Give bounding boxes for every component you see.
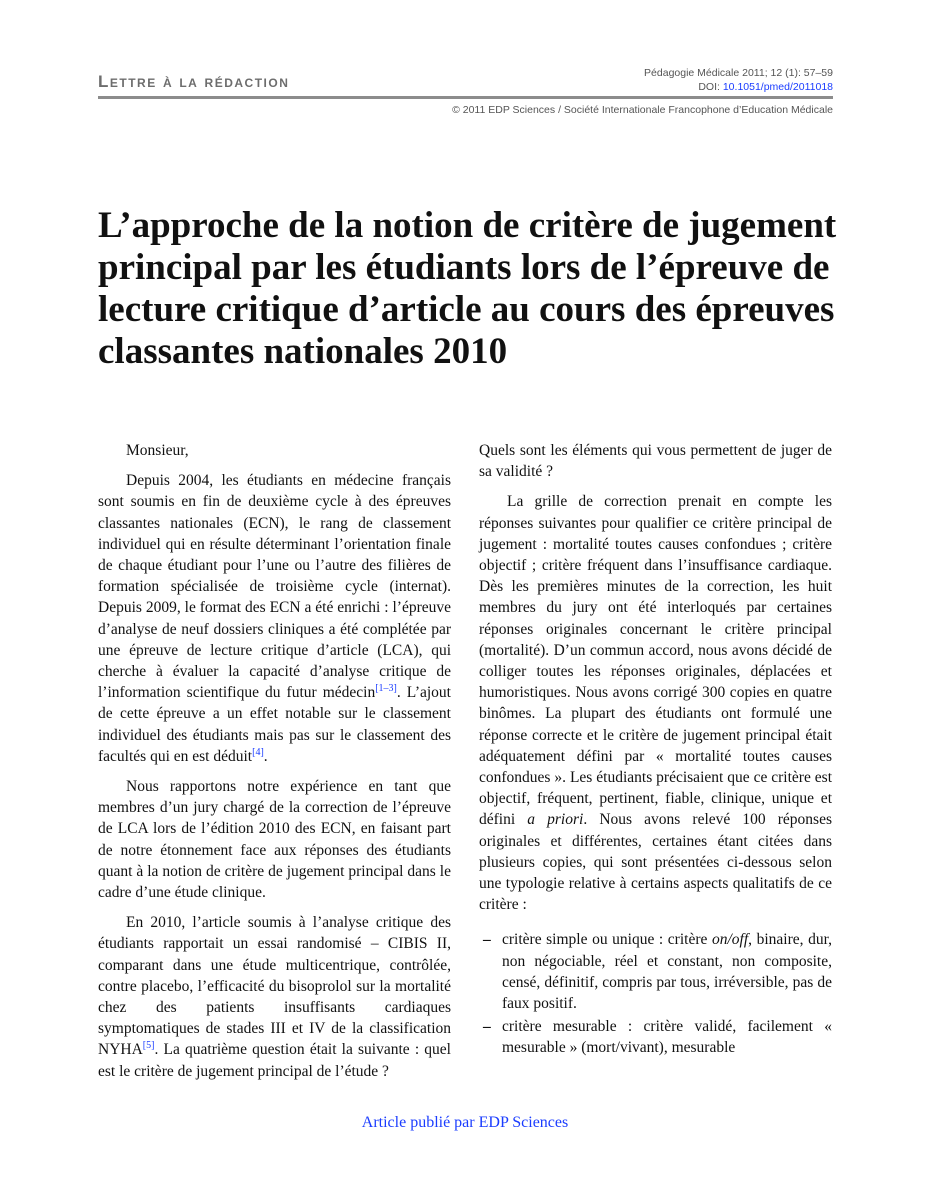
paragraph-1 — [98, 470, 451, 767]
paragraph-1-text-a: Depuis 2004, les étudiants en médecine français sont soumis en fin de deuxième cycle à des épreuves classantes nationales (ECN), le rang de classement individuel qui en résulte déterminant l’orientation finale de chaque étudiant pour l’une ou l’autre des filières de formation spécialisée de troisième cycle (internat). Depuis 2009, le format des ECN a été enrichi : l’épreuve d’analyse de neuf dossiers cliniques a été complétée par une épreuve de lecture critique d’article (LCA), qui cherche à évaluer la capacité d’analyse critique de l’information scientifique du futur médecin — [98, 472, 451, 702]
header-rule — [98, 96, 833, 99]
paragraph-4-text-a: La grille de correction prenait en compte les réponses suivantes pour qualifier ce critère principal de jugement : mortalité toutes causes confondues ; critère objectif ; critère fréquent dans l’insuffisance cardiaque. Dès les premières minutes de la correction, les huit membres du jury ont été interloqués par certaines réponses originales concernant le critère principal (mortalité). D’un commun accord, nous avons décidé de colliger toutes les réponses originales, déplacées et humoristiques. Nous avons corrigé 300 copies en quatre binômes. La plupart des étudiants ont formulé une réponse correcte et le critère de jugement principal était adéquatement défini par « mortalité toutes causes confondues ». Les étudiants précisaient que ce critère est objectif, fréquent, pertinent, fiable, clinique, unique et défini — [479, 493, 832, 829]
paragraph-4 — [479, 491, 832, 915]
bullet-1-text-b: , binaire, dur, non négociable, réel et constant, non composite, censé, définitif, compris par tous, irréversible, pas de faux positif. — [502, 931, 833, 1013]
paragraph-2: Nous rapportons notre expérience en tant que membres d’un jury chargé de la correction de l’épreuve de LCA lors de l’édition 2010 des ECN, en faisant part de notre étonnement face aux réponses des étudiants quant à la notion de critère de jugement principal dans le cadre d’une étude clinique. — [98, 778, 451, 902]
reference-link-1-3[interactable]: [1–3] — [375, 683, 397, 695]
paragraph-1-text-c: . — [263, 747, 268, 765]
reference-label: 4 — [255, 746, 261, 758]
copyright-notice: © 2011 EDP Sciences / Société Internationale Francophone d’Education Médicale — [452, 104, 833, 116]
doi-prefix: DOI: — [698, 81, 720, 93]
journal-citation: Pédagogie Médicale 2011; 12 (1): 57–59 — [644, 67, 833, 79]
section-label: Lettre à la rédaction — [98, 72, 290, 91]
paragraph-1-text-b: . L’ajout de cette épreuve a un effet notable sur le classement individuel des étudiants mais pas sur le classement des facultés qui en est déduit — [98, 684, 451, 765]
paragraph-3 — [98, 912, 451, 1082]
list-item — [479, 1016, 832, 1058]
salutation: Monsieur, — [126, 442, 189, 459]
reference-label: 1–3 — [378, 683, 394, 695]
paragraph-3-continued: Quels sont les éléments qui vous permettent de juger de sa validité ? — [479, 442, 832, 481]
criteria-list — [479, 929, 832, 1058]
journal-info — [644, 66, 833, 94]
paragraph-3-text-b: . La quatrième question était la suivante : quel est le critère de jugement principal de l’étude ? — [98, 1041, 451, 1080]
paragraph-3-text-a: En 2010, l’article soumis à l’analyse critique des étudiants rapportait un essai randomisé – CIBIS II, comparant dans une étude multicentrique, contrôlée, contre placebo, l’efficacité du bisoprolol sur la mortalité chez des patients insuffisants cardiaques symptomatiques de stades III et IV de la classification NYHA — [98, 914, 451, 1059]
reference-link-4[interactable]: [4] — [252, 746, 264, 758]
bullet-2-text: critère mesurable : critère validé, facilement « mesurable » (mort/vivant), mesurable — [502, 1018, 832, 1057]
doi-link[interactable]: 10.1051/pmed/2011018 — [722, 81, 833, 93]
right-column — [479, 440, 832, 1061]
paragraph-4-text-b: . Nous avons relevé 100 réponses originales et différentes, certaines étant citées dans plusieurs copies, qui sont présentées ci-dessous selon une typologie relative à certains aspects qualitatifs de ce critère : — [479, 811, 833, 914]
article-title: L’approche de la notion de critère de jugement principal par les étudiants lors de l’épreuve de lecture critique d’article au cours des épreuves classantes nationales 2010 — [98, 205, 837, 372]
reference-label: 5 — [146, 1040, 152, 1052]
bullet-1-text-a: critère simple ou unique : critère — [502, 931, 708, 949]
list-item — [479, 929, 832, 1014]
reference-link-5[interactable]: [5] — [142, 1040, 155, 1052]
doi-line — [644, 80, 833, 94]
left-column — [98, 440, 451, 1091]
publisher-link[interactable]: Article publié par EDP Sciences — [361, 1114, 569, 1131]
paragraph-4-italic: a priori — [527, 811, 584, 829]
bullet-1-italic: on/off — [711, 931, 749, 949]
